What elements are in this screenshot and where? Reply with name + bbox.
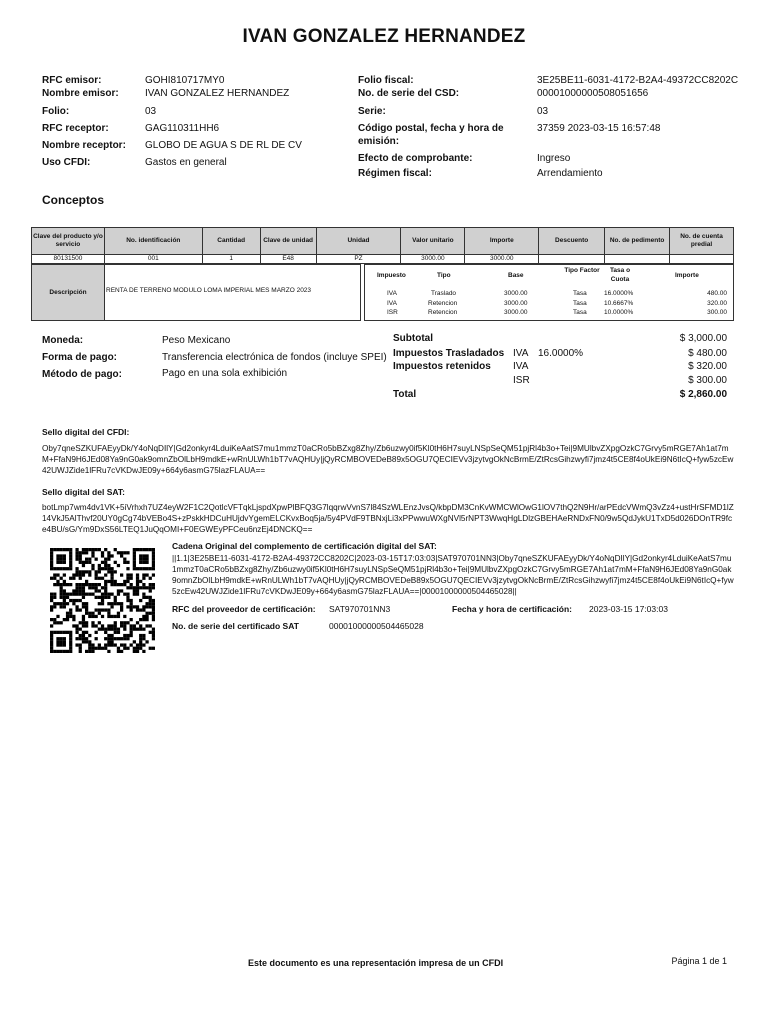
footer-text: Este documento es una representación impresa de un CFDI <box>248 958 504 968</box>
cp-fecha-value: 37359 2023-03-15 16:57:48 <box>537 123 661 134</box>
col-descuento: Descuento <box>539 228 605 255</box>
tax-base: 3000.00 <box>504 300 528 307</box>
traslados-tax: IVA <box>513 348 529 359</box>
col-unidad: Unidad <box>316 228 401 255</box>
uso-cfdi-value: Gastos en general <box>145 157 227 168</box>
col-no-pedimento: No. de pedimento <box>605 228 670 255</box>
efecto-value: Ingreso <box>537 153 571 164</box>
cell-valor-unitario: 3000.00 <box>401 255 465 264</box>
tax-tasa: 10.0000% <box>604 309 634 316</box>
col-no-identificacion: No. identificación <box>104 228 202 255</box>
cert-serie-label: No. de serie del certificado SAT <box>172 621 299 631</box>
total-label: Total <box>393 389 417 400</box>
metodo-pago-label: Método de pago: <box>42 369 122 380</box>
tax-col-tasa-cuota: Tasa o Cuota <box>609 267 631 283</box>
col-clave-unidad: Clave de unidad <box>260 228 316 255</box>
efecto-label: Efecto de comprobante: <box>358 153 473 164</box>
serie-csd-value: 00001000000508051656 <box>537 88 649 99</box>
col-cantidad: Cantidad <box>202 228 260 255</box>
impuestos-concepto-box <box>364 264 734 321</box>
sello-sat-value: botLmp7wm4dv1VK+5iVrhxh7UZ4eyW2F1C2QotlcVFTqkLjspdXpwPlBFQ3G7lqqrwVvnS7l84SzWLEnzJvsQ/kbpDM3CnKvWMCWlOwG1lOV7thQ2N9Hr/arPEdcVWmQ3vZz4+ustHrSFMD1lZ14VkJ5AlThvf20UY0gCg74bVEBo4S+zPskkHDCuHUjdvYgemELCKvxBoq5ja/5y4PVdF9TBNxjLi3xPPwwuWXgNVl5rNPT3WwqHgLDlzGBEHAeRNDxFN0/9w5QdJykU1TxD5d026DOnTR9fce4BU/sG/Ym9DxS56LTEQ1JuQqOMI+F0EGWEyPFCeu6nzEj4DNCKQ== <box>42 503 734 534</box>
tax-col-base: Base <box>508 272 524 279</box>
serie-csd-label: No. de serie del CSD: <box>358 88 460 99</box>
col-importe: Importe <box>465 228 539 255</box>
conceptos-title: Conceptos <box>42 193 105 207</box>
folio-fiscal-label: Folio fiscal: <box>358 75 414 86</box>
tax-tasa: 16.0000% <box>604 290 634 297</box>
folio-value: 03 <box>145 106 157 117</box>
tax-importe: 480.00 <box>707 290 727 297</box>
cadena-value: ||1.1|3E25BE11-6031-4172-B2A4-49372CC8202C|2023-03-15T17:03:03|SAT970701NN3|Oby7qneSZKUFAEyyDk/Y4oNqDIlY|Gd2onkyr4LduiKeAatS7mu1mmzT0aCRo5bBZxg8Zhy/Zb6uzwy0if5Kl0tH6H7suyLNSpSeQM51pjRl4b3o+Tei|9MUlbvZXpgOzkC7Grvy5mRGE7Ah1at7mM+FfaN9H6JEd08Ya9nG0ak9omnZbOlLbH9mdkE+wRnULWh1bT7vAQHUy|jQyRCMBOVEDeB89x5OGU7QECIEVv3jzytvgOkNcBrmE/ZtRcsGihzwyfi7jmz4t5CE8f4oUkEi9N6tIcQ+fyw5zcEw42UWJZide1lFRu7cVKDwJE09y+664y6asmG75lazFLAUA==|00001000000504465028|| <box>172 554 734 596</box>
tax-factor: Tasa <box>573 300 587 307</box>
descripcion-text: RENTA DE TERRENO MODULO LOMA IMPERIAL MES MARZO 2023 <box>106 287 312 294</box>
cell-descuento <box>539 255 605 264</box>
regimen-label: Régimen fiscal: <box>358 168 432 179</box>
cp-fecha-label: Código postal, fecha y hora de <box>358 123 504 134</box>
sello-cfdi-label: Sello digital del CFDI: <box>42 427 130 437</box>
ret-iva-tax: IVA <box>513 361 529 372</box>
total-value: $ 2,860.00 <box>679 389 727 400</box>
cadena-label: Cadena Original del complemento de certificación digital del SAT: <box>172 541 437 551</box>
ret-iva-value: $ 320.00 <box>688 361 727 372</box>
cert-serie-value: 00001000000504465028 <box>329 621 424 631</box>
forma-pago-value: Transferencia electrónica de fondos (incluye SPEI) <box>162 352 387 363</box>
tax-col-importe: Importe <box>675 272 699 279</box>
tax-col-impuesto: Impuesto <box>377 272 406 279</box>
cert-fecha-label: Fecha y hora de certificación: <box>452 604 572 614</box>
cell-no-pedimento <box>605 255 670 264</box>
rfc-emisor-value: GOHI810717MY0 <box>145 75 225 86</box>
folio-fiscal-value: 3E25BE11-6031-4172-B2A4-49372CC8202C <box>537 75 739 86</box>
cell-no-identificacion: 001 <box>104 255 202 264</box>
cell-clave-unidad: E48 <box>260 255 316 264</box>
descripcion-box <box>31 264 361 321</box>
tax-base: 3000.00 <box>504 290 528 297</box>
sello-sat-label: Sello digital del SAT: <box>42 487 125 497</box>
tax-tipo: Traslado <box>431 290 457 297</box>
tax-col-tipo-factor: Tipo Factor <box>564 267 600 274</box>
tax-impuesto: IVA <box>387 300 397 307</box>
traslados-value: $ 480.00 <box>688 348 727 359</box>
conceptos-table <box>31 227 734 264</box>
rfc-receptor-value: GAG110311HH6 <box>145 123 220 134</box>
document-title: IVAN GONZALEZ HERNANDEZ <box>242 26 526 47</box>
page-number: Página 1 de 1 <box>671 956 727 966</box>
moneda-value: Peso Mexicano <box>162 335 231 346</box>
nombre-emisor-value: IVAN GONZALEZ HERNANDEZ <box>145 88 290 99</box>
tax-impuesto: ISR <box>387 309 398 316</box>
rfc-receptor-label: RFC receptor: <box>42 123 109 134</box>
tax-base: 3000.00 <box>504 309 528 316</box>
qr-code-icon <box>50 548 155 653</box>
col-cuenta-predial: No. de cuenta predial <box>670 228 734 255</box>
rfc-emisor-label: RFC emisor: <box>42 75 102 86</box>
tax-importe: 300.00 <box>707 309 727 316</box>
traslados-label: Impuestos Trasladados <box>393 348 505 359</box>
tax-tipo: Retencion <box>428 300 458 307</box>
table-row <box>32 255 734 264</box>
cp-fecha-label-2: emisión: <box>358 136 400 147</box>
uso-cfdi-label: Uso CFDI: <box>42 157 91 168</box>
tax-importe: 320.00 <box>707 300 727 307</box>
tax-factor: Tasa <box>573 309 587 316</box>
col-clave-producto: Clave del producto y/o servicio <box>32 228 105 255</box>
conceptos-header-row <box>32 228 734 255</box>
cell-cantidad: 1 <box>202 255 260 264</box>
cell-unidad: PZ <box>316 255 401 264</box>
serie-label: Serie: <box>358 106 386 117</box>
subtotal-value: $ 3,000.00 <box>679 333 727 344</box>
folio-label: Folio: <box>42 106 70 117</box>
cell-clave-producto: 80131500 <box>32 255 105 264</box>
regimen-value: Arrendamiento <box>537 168 603 179</box>
col-valor-unitario: Valor unitario <box>401 228 465 255</box>
cert-fecha-value: 2023-03-15 17:03:03 <box>589 604 668 614</box>
metodo-pago-value: Pago en una sola exhibición <box>162 368 288 379</box>
cell-importe: 3000.00 <box>465 255 539 264</box>
traslados-rate: 16.0000% <box>538 348 584 359</box>
moneda-label: Moneda: <box>42 335 84 346</box>
sello-cfdi-value: Oby7qneSZKUFAEyyDk/Y4oNqDIlY|Gd2onkyr4LduiKeAatS7mu1mmzT0aCRo5bBZxg8Zhy/Zb6uzwy0if5Kl0tH6H7suyLNSpSeQM51pjRl4b3o+Tei|9MUlbvZXpgOzkC7Grvy5mRGE7Ah1at7mM+FfaN9H6JEd08Ya9nG0ak9omnZbOlLbH9mdkE+wRnULWh1bT7vAQHUy|jQyRCMBOVEDeB89x5OGU7QECIEVv3jzytvgOkNcBrmE/ZtRcsGihzwyfi7jmz4t5CE8f4oUkEi9N6tIcQ+fyw5zcEw42UWJZide1lFRu7cVKDwJE09y+664y6asmG75lazFLAUA== <box>42 444 734 475</box>
forma-pago-label: Forma de pago: <box>42 352 118 363</box>
tax-factor: Tasa <box>573 290 587 297</box>
subtotal-label: Subtotal <box>393 333 433 344</box>
tax-tasa: 10.6667% <box>604 300 634 307</box>
nombre-emisor-label: Nombre emisor: <box>42 88 119 99</box>
nombre-receptor-value: GLOBO DE AGUA S DE RL DE CV <box>145 140 302 151</box>
ret-isr-tax: ISR <box>513 375 530 386</box>
tax-tipo: Retencion <box>428 309 458 316</box>
descripcion-label: Descripción <box>32 265 105 320</box>
nombre-receptor-label: Nombre receptor: <box>42 140 126 151</box>
retenidos-label: Impuestos retenidos <box>393 361 491 372</box>
serie-value: 03 <box>537 106 549 117</box>
ret-isr-value: $ 300.00 <box>688 375 727 386</box>
cert-rfc-value: SAT970701NN3 <box>329 604 391 614</box>
tax-col-tipo: Tipo <box>437 272 451 279</box>
cell-cuenta-predial <box>670 255 734 264</box>
cert-rfc-label: RFC del proveedor de certificación: <box>172 604 316 614</box>
tax-impuesto: IVA <box>387 290 397 297</box>
